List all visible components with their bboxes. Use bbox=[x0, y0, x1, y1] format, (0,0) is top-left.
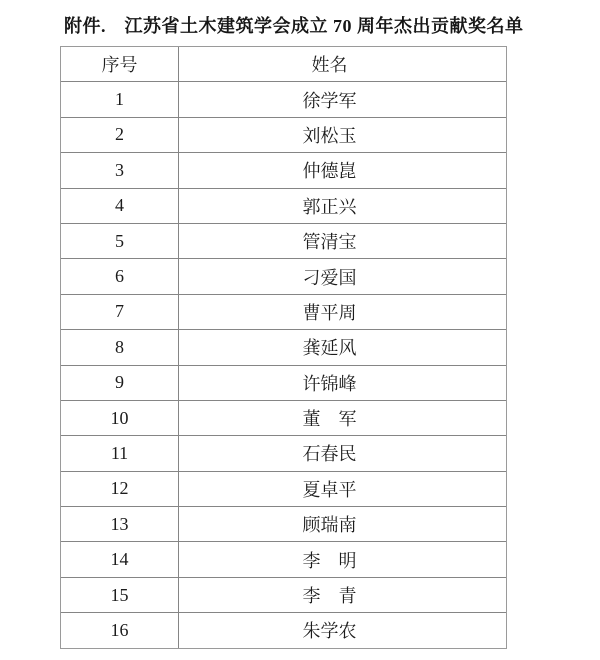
table-row bbox=[61, 82, 507, 117]
table-row bbox=[61, 400, 507, 435]
row-number-cell: 1 bbox=[61, 82, 179, 117]
row-name-cell: 龚延风 bbox=[179, 330, 507, 365]
row-name-cell: 石春民 bbox=[179, 436, 507, 471]
table-row bbox=[61, 223, 507, 258]
table-row bbox=[61, 117, 507, 152]
row-number-cell: 8 bbox=[61, 330, 179, 365]
row-number-cell: 7 bbox=[61, 294, 179, 329]
table-row bbox=[61, 471, 507, 506]
row-name-cell: 李 明 bbox=[179, 542, 507, 577]
table-row bbox=[61, 365, 507, 400]
table-row bbox=[61, 330, 507, 365]
table-row bbox=[61, 577, 507, 612]
row-name-cell: 徐学军 bbox=[179, 82, 507, 117]
award-table bbox=[60, 46, 507, 649]
table-row bbox=[61, 436, 507, 471]
page-title: 附件. 江苏省土木建筑学会成立 70 周年杰出贡献奖名单 bbox=[64, 16, 524, 36]
row-name-cell: 刘松玉 bbox=[179, 117, 507, 152]
table-row bbox=[61, 259, 507, 294]
row-number-cell: 2 bbox=[61, 117, 179, 152]
row-number-cell: 14 bbox=[61, 542, 179, 577]
row-name-cell: 管清宝 bbox=[179, 223, 507, 258]
row-number-cell: 12 bbox=[61, 471, 179, 506]
table-header-row bbox=[61, 47, 507, 82]
row-number-cell: 9 bbox=[61, 365, 179, 400]
row-number-cell: 15 bbox=[61, 577, 179, 612]
table-row bbox=[61, 613, 507, 648]
row-name-cell: 曹平周 bbox=[179, 294, 507, 329]
row-name-cell: 朱学农 bbox=[179, 613, 507, 648]
row-number-cell: 6 bbox=[61, 259, 179, 294]
row-name-cell: 刁爱国 bbox=[179, 259, 507, 294]
row-number-cell: 13 bbox=[61, 507, 179, 542]
row-number-cell: 4 bbox=[61, 188, 179, 223]
table-row bbox=[61, 507, 507, 542]
row-number-cell: 3 bbox=[61, 153, 179, 188]
row-number-cell: 5 bbox=[61, 223, 179, 258]
row-number-cell: 10 bbox=[61, 400, 179, 435]
table-row bbox=[61, 542, 507, 577]
row-name-cell: 仲德崑 bbox=[179, 153, 507, 188]
row-number-cell: 11 bbox=[61, 436, 179, 471]
row-name-cell: 董 军 bbox=[179, 400, 507, 435]
row-name-cell: 许锦峰 bbox=[179, 365, 507, 400]
row-name-cell: 夏卓平 bbox=[179, 471, 507, 506]
table-row bbox=[61, 188, 507, 223]
table-body bbox=[61, 82, 507, 648]
table-row bbox=[61, 153, 507, 188]
table-row bbox=[61, 294, 507, 329]
row-name-cell: 李 青 bbox=[179, 577, 507, 612]
header-number: 序号 bbox=[61, 47, 179, 82]
row-name-cell: 顾瑞南 bbox=[179, 507, 507, 542]
row-number-cell: 16 bbox=[61, 613, 179, 648]
row-name-cell: 郭正兴 bbox=[179, 188, 507, 223]
header-name: 姓名 bbox=[179, 47, 507, 82]
